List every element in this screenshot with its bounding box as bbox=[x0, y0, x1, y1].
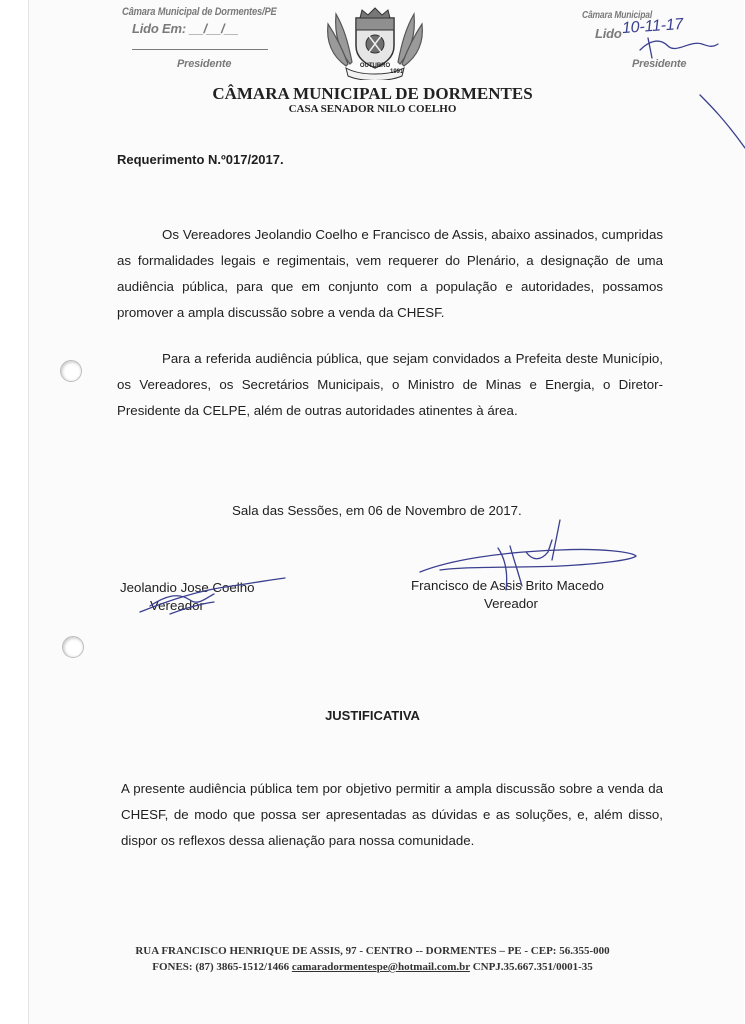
signature-role-left: Vereador bbox=[150, 598, 204, 613]
footer-contact bbox=[0, 961, 745, 973]
stamp-right-line2: Lido bbox=[595, 26, 622, 41]
paragraph-1 bbox=[117, 222, 663, 326]
paragraph-2-text: Para a referida audiência pública, que sejam convidados a Prefeita deste Município, os Vereadores, os Secretários Municipais, o Ministro de Minas e Energia, o Diretor-Presidente da CELPE, além de outras autoridades atinentes à área. bbox=[117, 351, 663, 418]
justification-paragraph: A presente audiência pública tem por objetivo permitir a ampla discussão sobre a venda da CHESF, de modo que possa ser apresentadas as dúvidas e as soluções, e, além disso, dispor os reflexos dessa alienação para nossa comunidade. bbox=[121, 781, 663, 848]
stamp-left-line3: Presidente bbox=[177, 58, 232, 70]
page-subtitle: CASA SENADOR NILO COELHO bbox=[288, 103, 457, 115]
justification-title: JUSTIFICATIVA bbox=[325, 708, 420, 723]
scan-border bbox=[0, 0, 28, 1024]
stamp-right-handwritten-date: 10-11-17 bbox=[621, 15, 684, 38]
stamp-left-line2: Lido Em: __/__/__ bbox=[132, 21, 239, 36]
paragraph-1-text: Os Vereadores Jeolandio Coelho e Francisco de Assis, abaixo assinados, cumpridas as formalidades legais e regimentais, vem requerer do Plenário, a designação de uma audiência pública, para que em conjunto com a população e autoridades, possamos promover a ampla discussão sobre a venda da CHESF. bbox=[117, 227, 663, 320]
footer-email-link[interactable]: camaradormentespe@hotmail.com.br bbox=[291, 961, 470, 973]
signature-name-right: Francisco de Assis Brito Macedo bbox=[411, 578, 604, 593]
page-title: CÂMARA MUNICIPAL DE DORMENTES bbox=[212, 84, 533, 103]
punch-hole-top bbox=[60, 360, 82, 382]
footer-phones: FONES: (87) 3865-1512/1466 bbox=[152, 961, 290, 973]
municipal-coat-of-arms-icon bbox=[320, 6, 430, 80]
date-line: Sala das Sessões, em 06 de Novembro de 2017. bbox=[232, 503, 522, 518]
footer-cnpj: CNPJ.35.667.351/0001-35 bbox=[472, 961, 593, 973]
stamp-right-line3: Presidente bbox=[632, 58, 687, 70]
emblem-year-text: 1991 bbox=[390, 69, 404, 75]
signature-name-left: Jeolandio Jose Coelho bbox=[120, 580, 255, 595]
stamp-left-rule bbox=[132, 49, 268, 50]
emblem-ribbon-text: OUTUBRO bbox=[359, 63, 391, 69]
signature-role-right: Vereador bbox=[484, 596, 538, 611]
stamp-right-line1: Câmara Municipal bbox=[582, 10, 653, 21]
paragraph-2 bbox=[117, 346, 663, 424]
punch-hole-bottom bbox=[62, 636, 84, 658]
request-title: Requerimento N.º017/2017. bbox=[117, 152, 284, 167]
stamp-left-line1: Câmara Municipal de Dormentes/PE bbox=[122, 6, 277, 18]
footer-address: RUA FRANCISCO HENRIQUE DE ASSIS, 97 - CENTRO -- DORMENTES – PE - CEP: 56.355-000 bbox=[135, 945, 610, 957]
